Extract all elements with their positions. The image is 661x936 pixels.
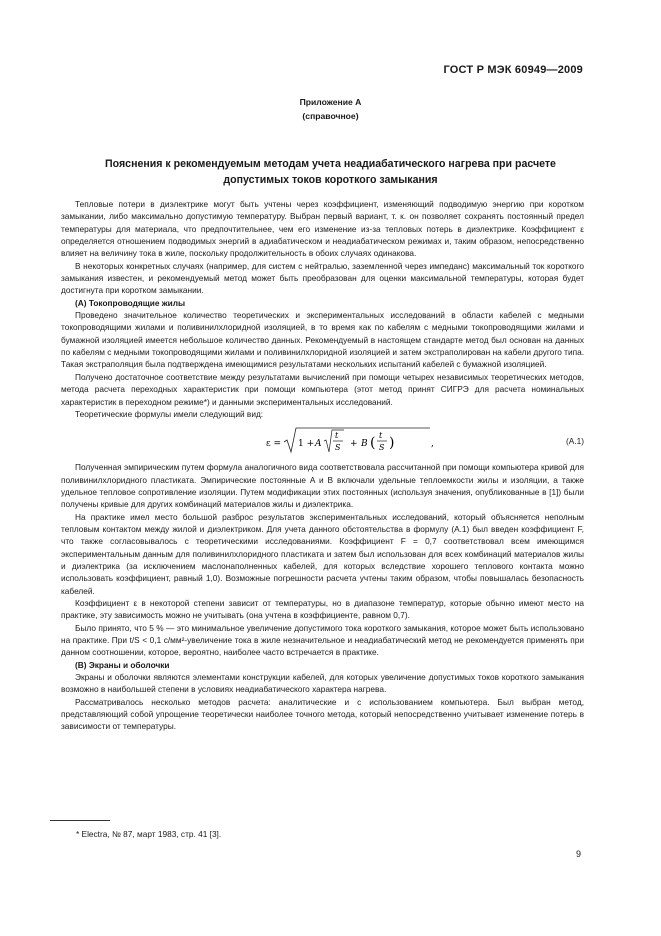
appendix-heading [0, 95, 661, 123]
paragraph: Экраны и оболочки являются элементами конструкции кабелей, для которых увеличение допустимых токов короткого замыкания возможно в наибольшей степени в условиях неадиабатического характера нагрева. [61, 672, 584, 695]
section-heading-conductors: (А) Токопроводящие жилы [75, 297, 186, 308]
formula-S-2: S [379, 443, 385, 453]
paragraph: Коэффициент ε в некоторой степени зависит от температуры, но в диапазоне температур, которые обычно имеют место на практике, эту зависимость можно не учитывать (она учтена в коэффициенте, равном 0,7). [61, 597, 584, 621]
formula-B: B [361, 439, 368, 450]
formula-S: S [335, 443, 341, 453]
paren-open: ( [370, 435, 376, 452]
formula-plus: + [350, 439, 358, 450]
formula-A: A [315, 439, 322, 450]
section-heading-screens: (В) Экраны и оболочки [75, 659, 170, 670]
paragraph: На практике имел место большой разброс результатов экспериментальных исследований, который объясняется неполным тепловым контактом между жилой и диэлектриком. Для учета данного обстоятельства в формулу (А.1) был введен коэффициент F, что также согласовывалось с теоретическими исследованиями. Коэффициент F = 0,7 соответствовал всем имеющимся экспериментальным данным для поливинилхлоридного пластиката и затем был использован для всех комбинаций материалов жилы и диэлектрика (за исключением маслонаполненных кабелей, для которых вследствие хорошего теплового контакта можно использовать коэффициент, равный 1,0). Возможные погрешности расчета учтены таким образом, чтобы повышалась безопасность кабелей. [61, 511, 584, 596]
formula-a1 [266, 426, 436, 458]
paragraph: Тепловые потери в диэлектрике могут быть учтены через коэффициент, изменяющий подводимую энергию при коротком замыкании, либо максимально допустимую температуру. Выбран первый вариант, т. к. он позволяет сохранять постоянный предел температуры для материала, что предпочтительнее, чем его изменение из-за тепловых потерь в диэлектрике. Коэффициент ε определяется отношением подводимых энергий в адиабатическом и неадиабатическом режимах и, таким образом, непосредственно влияет на величину тока в жиле, поскольку продолжительность в обоих случаях одинакова. [61, 199, 584, 259]
paragraph: Получено достаточное соответствие между результатами вычислений при помощи четырех независимых теоретических методов, метода расчета переходных характеристик при помощи компьютера (этот метод принят СИГРЭ для расчета номинальных характеристик в переходном режиме*) и данными экспериментальных исследований. [61, 371, 584, 407]
paragraph: Полученная эмпирическим путем формула аналогичного вида соответствовала рассчитанной при помощи компьютера кривой для поливинилхлоридного пластиката. Эмпирические постоянные A и B включали удельные теплоемкости жилы и изоляции, а также удельное тепловое сопротивление изоляции. Путем модификации этих постоянных (используя значения, опубликованные в [1]) были получены кривые для других комбинаций материалов жилы и диэлектрика. [61, 462, 584, 510]
paragraph: Теоретические формулы имели следующий вид: [75, 408, 264, 419]
footnote-divider [50, 820, 110, 821]
page-number: 9 [575, 849, 581, 859]
appendix-label: Приложение А [299, 97, 362, 107]
paragraph: Проведено значительное количество теоретических и экспериментальных исследований в области кабелей с медными токопроводящими жилами и поливинилхлоридной изоляцией, в то время как по кабелям с медными токопроводящими жилами и бумажной изоляцией имеется небольшое количество данных. Рекомендуемый в настоящем стандарте метод был основан на данных по кабелям с медными токопроводящими жилами и поливинилхлоридной изоляцией и затем экстраполирован на кабели другого типа. Такая экстраполяция была подтверждена имеющимися результатами нескольких испытаний кабелей с бумажной изоляцией. [61, 310, 584, 370]
paragraph: Рассматривалось несколько методов расчета: аналитические и с использованием компьютера. Был выбран метод, представляющий собой упрощение теоретически наиболее точного метода, который непосредственно учитывает изменение потерь в зависимости от температуры. [61, 696, 584, 732]
appendix-type: (справочное) [302, 111, 359, 121]
formula-block [61, 423, 584, 457]
standard-designation: ГОСТ Р МЭК 60949—2009 [443, 64, 583, 76]
formula-t-2: t [379, 431, 383, 441]
formula-comma: , [431, 439, 434, 450]
formula-lhs: ε = [266, 439, 282, 450]
document-body [61, 198, 584, 733]
formula-one-plus: 1 + [298, 439, 315, 450]
formula-number: (А.1) [566, 436, 584, 447]
formula-t: t [335, 431, 339, 441]
paren-close: ) [389, 435, 395, 452]
paragraph: Было принято, что 5 % — это минимальное увеличение допустимого тока короткого замыкания, которое может быть использовано на практике. При t/S < 0,1 с/мм²-увеличение тока в жиле незначительное и неадиабатический метод не рекомендуется применять при данном соотношении, которое, вероятно, наиболее часто встречается в практике. [61, 622, 584, 658]
footnote: * Electra, № 87, март 1983, стр. 41 [3]. [76, 829, 222, 839]
paragraph: В некоторых конкретных случаях (например, для систем с нейтралью, заземленной через импеданс) максимальный ток короткого замыкания известен, и рекомендуемый метод может быть преобразован для оценки максимальной температуры, которая будет достигнута при коротком замыкании. [61, 260, 584, 296]
page-title: Пояснения к рекомендуемым методам учета неадиабатического нагрева при расчете допустимых токов короткого замыкания [105, 158, 556, 186]
